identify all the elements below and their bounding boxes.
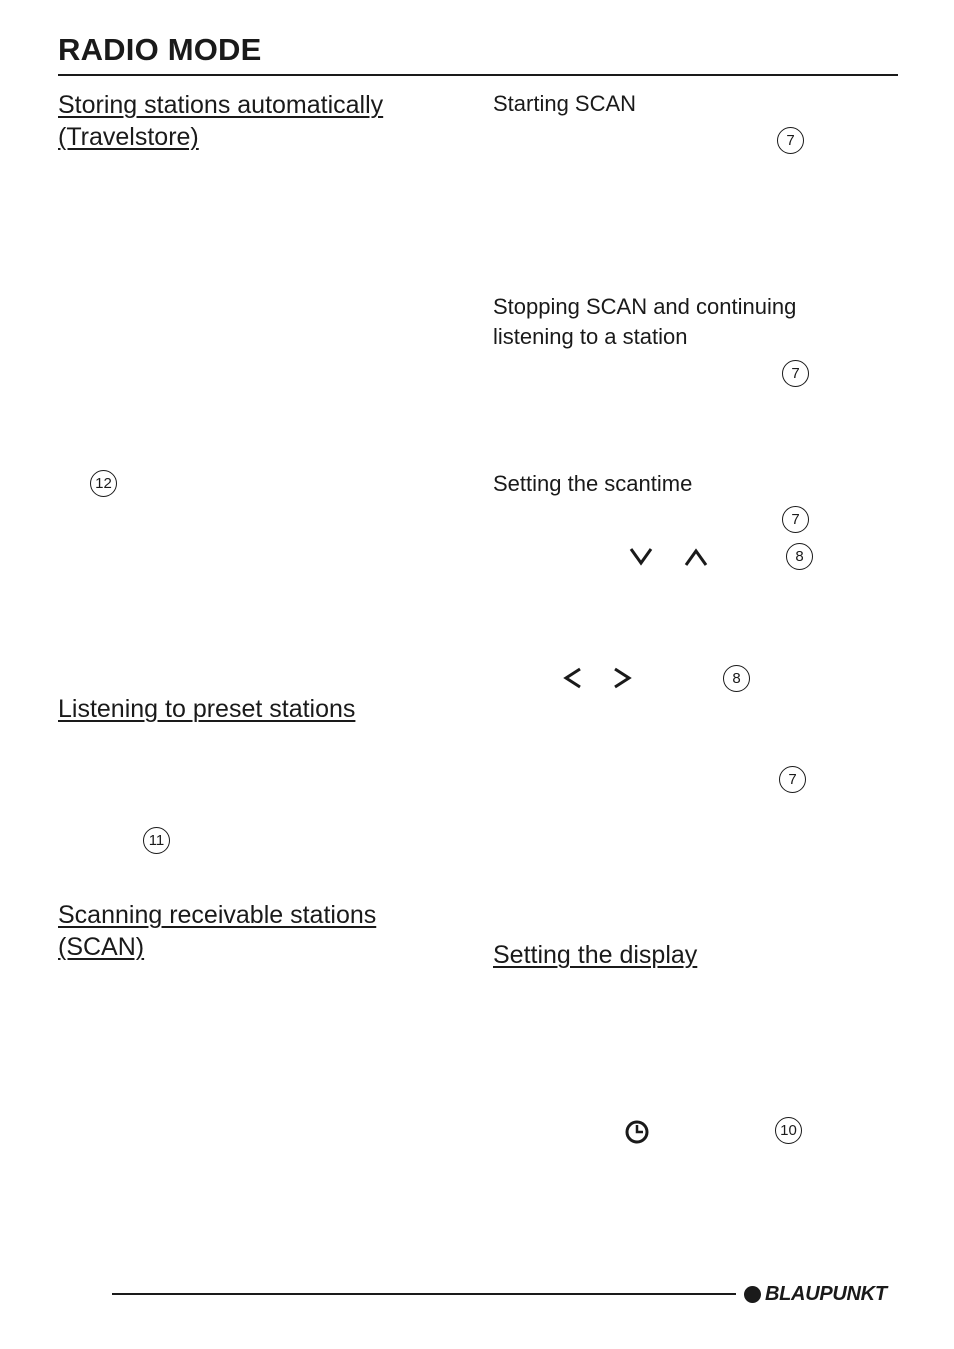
button-ref-10: 10	[775, 1117, 802, 1144]
button-ref-8: 8	[786, 543, 813, 570]
chevron-down-icon	[627, 543, 655, 571]
button-ref-11: 11	[143, 827, 170, 854]
brand-logo	[744, 1283, 887, 1306]
button-ref-8: 8	[723, 665, 750, 692]
button-ref-7: 7	[779, 766, 806, 793]
stopping-scan-heading-line1: Stopping SCAN and continuing	[493, 294, 797, 319]
stopping-scan-heading-line2: listening to a station	[493, 324, 688, 349]
scantime-heading: Setting the scantime	[493, 471, 693, 496]
brand-name: BLAUPUNKT	[765, 1283, 887, 1305]
scan-heading-line2: (SCAN)	[58, 933, 145, 961]
button-ref-7: 7	[782, 506, 809, 533]
chevron-right-icon	[608, 664, 636, 692]
footer-divider	[112, 1293, 736, 1295]
chevron-left-icon	[559, 664, 587, 692]
logo-dot-icon	[744, 1286, 761, 1303]
button-ref-12: 12	[90, 470, 117, 497]
button-ref-7: 7	[782, 360, 809, 387]
button-ref-7: 7	[777, 127, 804, 154]
travelstore-heading-line1: Storing stations automatically	[58, 91, 384, 119]
starting-scan-heading: Starting SCAN	[493, 91, 637, 116]
clock-icon	[623, 1118, 651, 1146]
display-heading: Setting the display	[493, 941, 698, 969]
page-title: RADIO MODE	[58, 32, 262, 67]
title-divider	[58, 74, 898, 76]
scan-heading-line1: Scanning receivable stations	[58, 901, 377, 929]
chevron-up-icon	[682, 543, 710, 571]
travelstore-heading-line2: (Travelstore)	[58, 123, 199, 151]
travelstore-heading	[58, 89, 383, 153]
preset-stations-heading: Listening to preset stations	[58, 695, 356, 723]
stopping-scan-heading	[493, 292, 796, 352]
scan-heading	[58, 899, 376, 963]
